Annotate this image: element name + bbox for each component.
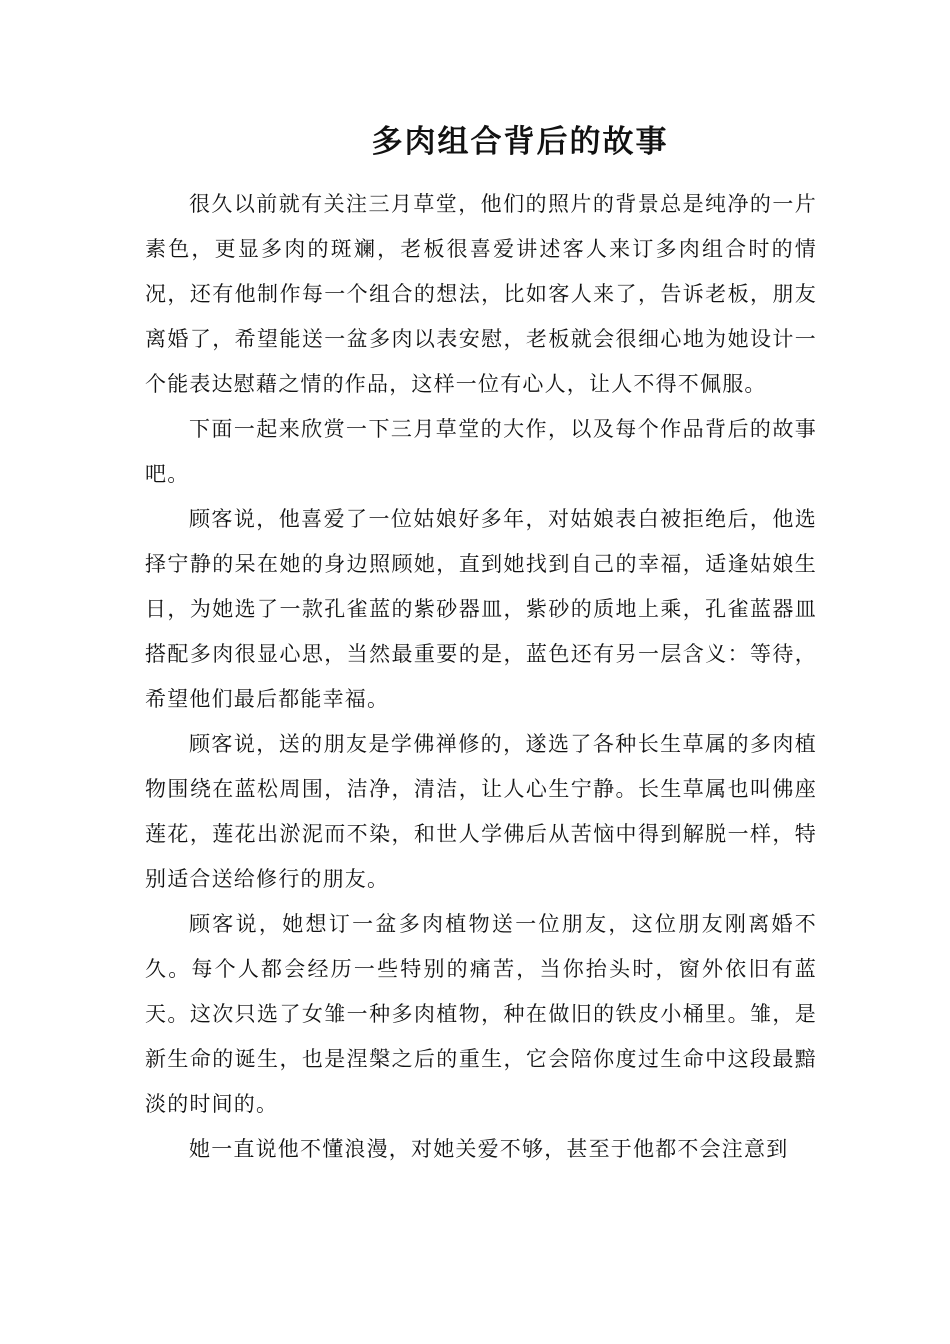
paragraph-intro: 很久以前就有关注三月草堂，他们的照片的背景总是纯净的一片素色，更显多肉的斑斓，老板很喜爱讲述客人来订多肉组合时的情况，还有他制作每一个组合的想法，比如客人来了，告诉老板，朋友离婚了，希望能送一盆多肉以表安慰，老板就会很细心地为她设计一个能表达慰藉之情的作品，这样一位有心人，让人不得不佩服。	[145, 192, 817, 396]
paragraph-lead-in: 下面一起来欣赏一下三月草堂的大作，以及每个作品背后的故事吧。	[145, 417, 817, 486]
paragraph-story-lotus: 顾客说，送的朋友是学佛禅修的，遂选了各种长生草属的多肉植物围绕在蓝松周围，洁净，清洁，让人心生宁静。长生草属也叫佛座莲花，莲花出淤泥而不染，和世人学佛后从苦恼中得到解脱一样，特别适合送给修行的朋友。	[145, 732, 817, 891]
paragraph-story-romance: 她一直说他不懂浪漫，对她关爱不够，甚至于他都不会注意到	[189, 1137, 789, 1161]
paragraph-story-blue-sky: 顾客说，她想订一盆多肉植物送一位朋友，这位朋友刚离婚不久。每个人都会经历一些特别的痛苦，当你抬头时，窗外依旧有蓝天。这次只选了女雏一种多肉植物，种在做旧的铁皮小桶里。雏，是新生命的诞生，也是涅槃之后的重生，它会陪你度过生命中这段最黯淡的时间的。	[145, 912, 817, 1116]
page-title: 多肉组合背后的故事	[371, 124, 669, 160]
article-body	[145, 182, 817, 1172]
paragraph-story-peacock-blue: 顾客说，他喜爱了一位姑娘好多年，对姑娘表白被拒绝后，他选择宁静的呆在她的身边照顾她，直到她找到自己的幸福，适逢姑娘生日，为她选了一款孔雀蓝的紫砂器皿，紫砂的质地上乘，孔雀蓝器皿搭配多肉很显心思，当然最重要的是，蓝色还有另一层含义：等待，希望他们最后都能幸福。	[145, 507, 817, 711]
